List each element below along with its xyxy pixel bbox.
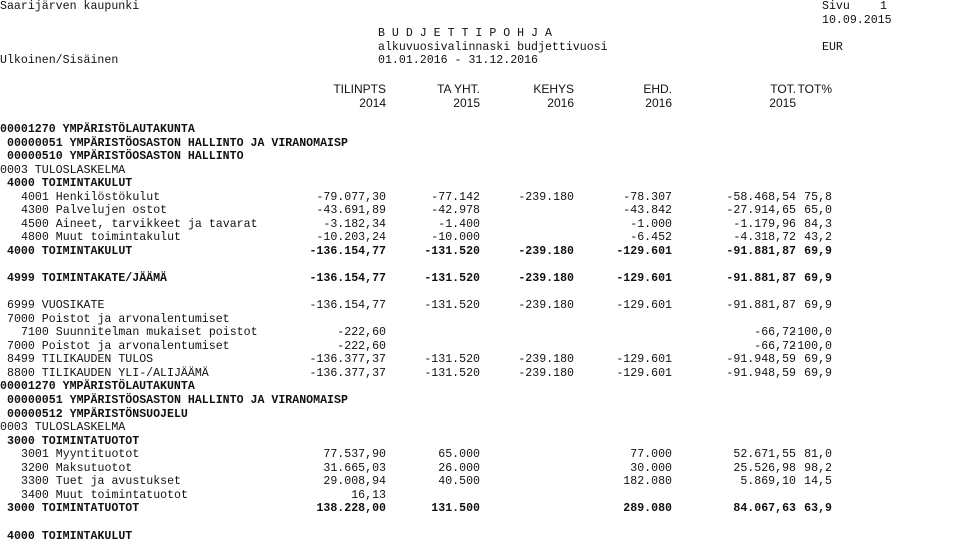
report-subtitle: alkuvuosivalinnaski budjettivuosi [378, 41, 608, 54]
report-date: 10.09.2015 [822, 14, 892, 27]
row-value: 63,9 [804, 502, 832, 516]
row-label: 0003 TULOSLASKELMA [0, 163, 126, 177]
row-value: 81,0 [804, 448, 832, 462]
org-name: Saarijärven kaupunki [0, 0, 140, 13]
row-value: -129.601 [616, 272, 672, 286]
row-value: -131.520 [424, 244, 480, 258]
column-header-name: EHD. [643, 82, 672, 96]
row-label: 3200 Maksutuotot [21, 461, 133, 475]
table-row [0, 272, 960, 286]
row-label: 7000 Poistot ja arvonalentumiset [7, 312, 230, 326]
row-value: -77.142 [431, 190, 480, 204]
table-row [0, 530, 960, 544]
table-row [0, 353, 960, 367]
row-value: -131.520 [424, 366, 480, 380]
row-value: 69,9 [804, 272, 832, 286]
row-label: 00000051 YMPÄRISTÖOSASTON HALLINTO JA VIRANOMAISP [7, 136, 348, 150]
row-value: -100,0 [790, 339, 832, 353]
row-value: -10.000 [431, 231, 480, 245]
row-value: -4.318,72 [733, 231, 796, 245]
column-header-name: TOT. [770, 82, 796, 96]
row-value: -91.881,87 [726, 244, 796, 258]
row-value: -91.881,87 [726, 272, 796, 286]
table-row [0, 164, 960, 178]
table-row [0, 421, 960, 435]
row-value: -6.452 [630, 231, 672, 245]
table-row [0, 177, 960, 191]
row-value: -66,72 [754, 339, 796, 353]
row-label: 3000 TOIMINTATUOTOT [7, 434, 140, 448]
row-label: 00000512 YMPÄRISTÖNSUOJELU [7, 407, 188, 421]
row-value: -91.948,59 [726, 366, 796, 380]
row-value: 14,5 [804, 475, 832, 489]
table-row [0, 502, 960, 516]
table-row [0, 191, 960, 205]
table-row [0, 326, 960, 340]
table-row [0, 150, 960, 164]
row-value: -136.377,37 [309, 366, 386, 380]
row-value: -43.842 [623, 204, 672, 218]
row-label: 8499 TILIKAUDEN TULOS [7, 353, 154, 367]
row-label: 00000510 YMPÄRISTÖOSASTON HALLINTO [7, 150, 244, 164]
table-row [0, 204, 960, 218]
table-row [0, 218, 960, 232]
column-header-year: 2016 [547, 96, 574, 110]
column-header-name: TA YHT. [437, 82, 480, 96]
row-value: -66,72 [754, 326, 796, 340]
row-value: -239.180 [518, 353, 574, 367]
table-row [0, 299, 960, 313]
row-value: 138.228,00 [316, 502, 386, 516]
table-row [0, 367, 960, 381]
row-value: -129.601 [616, 299, 672, 313]
row-value: -42.978 [431, 204, 480, 218]
column-header-name: KEHYS [533, 82, 574, 96]
row-value: -239.180 [518, 190, 574, 204]
row-value: 40.500 [438, 475, 480, 489]
row-value: -79.077,30 [316, 190, 386, 204]
row-label: 00000051 YMPÄRISTÖOSASTON HALLINTO JA VIRANOMAISP [7, 394, 348, 407]
row-value: -136.154,77 [309, 299, 386, 313]
row-label: 0003 TULOSLASKELMA [0, 421, 126, 435]
row-label: 4800 Muut toimintakulut [21, 231, 182, 245]
row-value: -129.601 [616, 366, 672, 380]
row-value: 131.500 [431, 502, 480, 516]
table-row [0, 394, 960, 408]
table-row [0, 408, 960, 422]
row-value: -10.203,24 [316, 231, 386, 245]
row-label: 3000 TOIMINTATUOTOT [7, 502, 140, 516]
row-value: -222,60 [337, 326, 386, 340]
row-value: 69,9 [804, 353, 832, 367]
row-value: 29.008,94 [323, 475, 386, 489]
row-value: 98,2 [804, 461, 832, 475]
table-row [0, 286, 960, 300]
row-value: -239.180 [518, 272, 574, 286]
row-value: -136.154,77 [309, 244, 386, 258]
row-value: 69,9 [804, 244, 832, 258]
report-title: B U D J E T T I P O H J A [378, 27, 552, 40]
table-row [0, 475, 960, 489]
row-value: 5.869,10 [740, 475, 796, 489]
row-value: -239.180 [518, 366, 574, 380]
row-value: -131.520 [424, 353, 480, 367]
row-value: -43.691,89 [316, 204, 386, 218]
row-value: -136.154,77 [309, 272, 386, 286]
row-value: -129.601 [616, 353, 672, 367]
row-label: 3001 Myyntituotot [21, 448, 140, 462]
row-value: -78.307 [623, 190, 672, 204]
row-value: -1.179,96 [733, 217, 796, 231]
scope-label: Ulkoinen/Sisäinen [0, 54, 119, 67]
row-value: 16,13 [351, 488, 386, 502]
row-value: -91.881,87 [726, 299, 796, 313]
table-row [0, 340, 960, 354]
row-value: -1.000 [630, 217, 672, 231]
row-value: -239.180 [518, 244, 574, 258]
column-header-year: 2014 [359, 96, 386, 110]
table-row [0, 516, 960, 530]
row-value: 75,8 [804, 190, 832, 204]
row-label: 00001270 YMPÄRISTÖLAUTAKUNTA [0, 380, 195, 394]
row-value: -222,60 [337, 339, 386, 353]
table-row [0, 123, 960, 137]
row-label: 4999 TOIMINTAKATE/JÄÄMÄ [7, 272, 168, 286]
row-value: -58.468,54 [726, 190, 796, 204]
row-value: 69,9 [804, 366, 832, 380]
row-value: 52.671,55 [733, 448, 796, 462]
row-label: 4001 Henkilöstökulut [21, 190, 161, 204]
row-label: 00001270 YMPÄRISTÖLAUTAKUNTA [0, 123, 195, 136]
column-header-name: TILINPTS [333, 82, 386, 96]
row-value: -27.914,65 [726, 204, 796, 218]
table-row [0, 313, 960, 327]
table-row [0, 259, 960, 273]
page-number: 1 [880, 0, 887, 13]
row-value: 25.526,98 [733, 461, 796, 475]
row-label: 4000 TOIMINTAKULUT [7, 529, 133, 543]
row-label: 4000 TOIMINTAKULUT [7, 244, 133, 258]
row-label: 7100 Suunnitelman mukaiset poistot [21, 326, 258, 340]
table-row [0, 462, 960, 476]
row-value: -91.948,59 [726, 353, 796, 367]
column-header-year: 2015 [453, 96, 480, 110]
table-row [0, 231, 960, 245]
table-row [0, 435, 960, 449]
row-value: 26.000 [438, 461, 480, 475]
row-value: 84,3 [804, 217, 832, 231]
row-value: 43,2 [804, 231, 832, 245]
row-value: 77.537,90 [323, 448, 386, 462]
row-label: 8800 TILIKAUDEN YLI-/ALIJÄÄMÄ [7, 366, 209, 380]
row-value: -131.520 [424, 299, 480, 313]
column-header-name: TOT% [797, 82, 832, 96]
row-value: -129.601 [616, 244, 672, 258]
row-label: 3300 Tuet ja avustukset [21, 475, 182, 489]
row-value: 31.665,03 [323, 461, 386, 475]
table-row [0, 489, 960, 503]
row-value: 77.000 [630, 448, 672, 462]
row-value: -3.182,34 [323, 217, 386, 231]
row-value: 289.080 [623, 502, 672, 516]
table-row [0, 245, 960, 259]
row-label: 3400 Muut toimintatuotot [21, 488, 188, 502]
row-label: 6999 VUOSIKATE [7, 299, 105, 313]
row-label: 4500 Aineet, tarvikkeet ja tavarat [21, 217, 258, 231]
table-row [0, 137, 960, 151]
page-label: Sivu [822, 0, 850, 13]
row-value: -131.520 [424, 272, 480, 286]
report-period: 01.01.2016 - 31.12.2016 [378, 54, 539, 67]
row-value: 65.000 [438, 448, 480, 462]
row-value: 84.067,63 [733, 502, 796, 516]
row-label: 4300 Palvelujen ostot [21, 204, 168, 218]
table-row [0, 380, 960, 394]
row-value: 69,9 [804, 299, 832, 313]
row-value: -136.377,37 [309, 353, 386, 367]
row-value: 30.000 [630, 461, 672, 475]
row-value: 65,0 [804, 204, 832, 218]
currency-label: EUR [822, 41, 843, 54]
column-header-year: 2016 [645, 96, 672, 110]
row-value: -1.400 [438, 217, 480, 231]
row-value: -100,0 [790, 326, 832, 340]
table-row [0, 448, 960, 462]
row-label: 4000 TOIMINTAKULUT [7, 177, 133, 191]
column-header-year: 2015 [769, 96, 796, 110]
row-value: 182.080 [623, 475, 672, 489]
row-label: 7000 Poistot ja arvonalentumiset [7, 339, 230, 353]
row-value: -239.180 [518, 299, 574, 313]
